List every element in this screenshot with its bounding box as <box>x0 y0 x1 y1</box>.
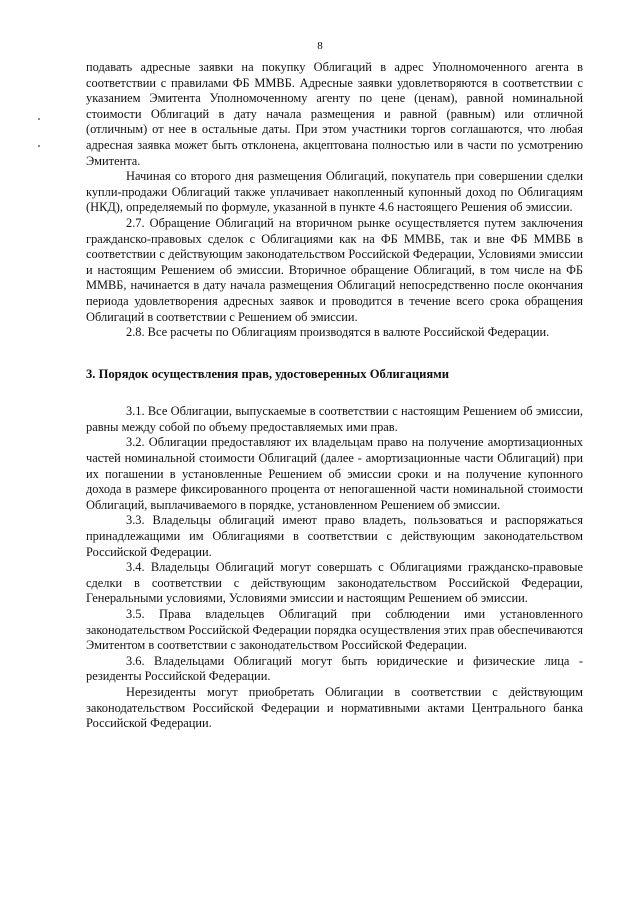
paragraph: 3.4. Владельцы Облигаций могут совершать с Облигациями гражданско-правовые сделки в соответствии с действующим законодательством Российской Федерации, Генеральными условиями, Условиями эмиссии и настоящим Решением об эмиссии. <box>86 560 583 606</box>
section-heading: 3. Порядок осуществления прав, удостоверенных Облигациями <box>86 366 449 381</box>
paragraph: 2.7. Обращение Облигаций на вторичном рынке осуществляется путем заключения гражданско-правовых сделок с Облигациями как на ФБ ММВБ, так и вне ФБ ММВБ в соответствии с действующим законодательством Российской Федерации, Условиями эмиссии и настоящим Решением об эмиссии. Вторичное обращение Облигаций, в том числе на ФБ ММВБ, начинается в дату начала размещения Облигаций непосредственно после окончания периода удовлетворения адресных заявок и проводится в течение всего срока обращения Облигаций в соответствии с Решением об эмиссии. <box>86 215 583 324</box>
scan-mark <box>38 145 40 147</box>
paragraph: 3.2. Облигации предоставляют их владельцам право на получение амортизационных частей номинальной стоимости Облигаций (далее - амортизационные части Облигаций) при их погашении в установленные Решением об эмиссии сроки и на получение купонного дохода в размере фиксированного процента от непогашенной части номинальной стоимости Облигаций, выплачиваемого в порядке, установленном Решением об эмиссии. <box>86 435 583 512</box>
paragraph: Нерезиденты могут приобретать Облигации в соответствии с действующим законодательством Российской Федерации и нормативными актами Центрального банка Российской Федерации. <box>86 684 583 731</box>
paragraph: 3.1. Все Облигации, выпускаемые в соответствии с настоящим Решением об эмиссии, равны между собой по объему предоставляемых ими прав. <box>86 404 583 434</box>
paragraph: 3.6. Владельцами Облигаций могут быть юридические и физические лица - резиденты Российской Федерации. <box>86 653 583 684</box>
page-number: 8 <box>317 40 323 52</box>
paragraph: 3.3. Владельцы облигаций имеют право владеть, пользоваться и распоряжаться принадлежащими им Облигациями в соответствии с действующим законодательством Российской Федерации. <box>86 513 583 559</box>
paragraph: Начиная со второго дня размещения Облигаций, покупатель при совершении сделки купли-продажи Облигаций также уплачивает накопленный купонный доход по Облигациям (НКД), определяемый по формуле, указанной в пункте 4.6 настоящего Решения об эмиссии. <box>86 169 583 215</box>
paragraph: 2.8. Все расчеты по Облигациям производятся в валюте Российской Федерации. <box>126 325 550 340</box>
document-body <box>86 60 583 732</box>
paragraph: 3.5. Права владельцев Облигаций при соблюдении ими установленного законодательством Российской Федерации порядка осуществления этих прав обеспечиваются Эмитентом в соответствии с законодательством Российской Федерации. <box>86 607 583 653</box>
scan-mark <box>38 118 40 120</box>
paragraph: подавать адресные заявки на покупку Облигаций в адрес Уполномоченного агента в соответствии с правилами ФБ ММВБ. Адресные заявки удовлетворяются в соответствии с указанием Эмитента Уполномоченному агенту по цене (ценам), равной номинальной стоимости Облигаций в дату начала размещения и равной (равным) или отличной (отличным) от нее в остальные даты. При этом участники торгов соглашаются, что любая адресная заявка может быть отклонена, акцептована полностью или в части по усмотрению Эмитента. <box>86 60 583 168</box>
